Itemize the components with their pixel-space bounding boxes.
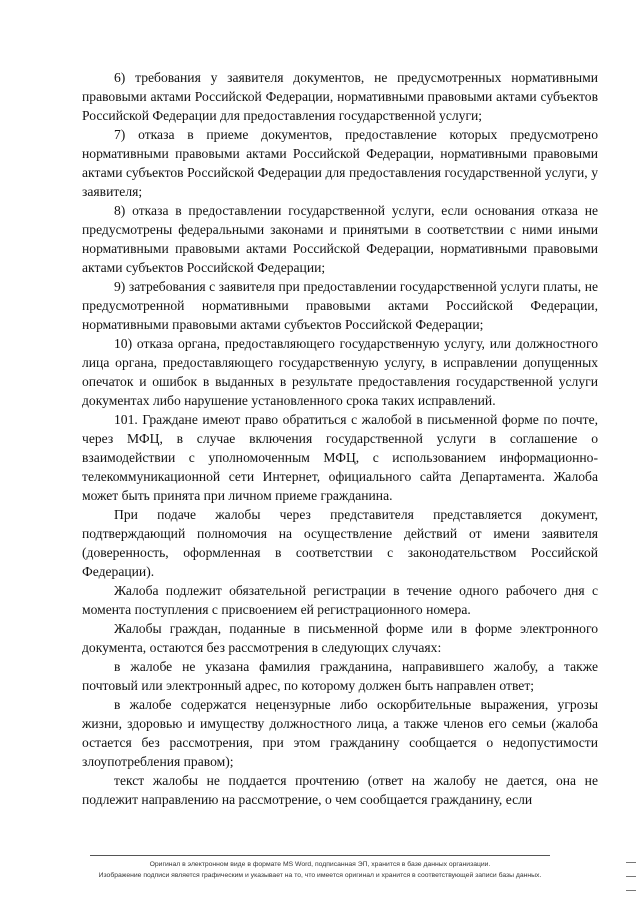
paragraph-no-review-intro: Жалобы граждан, поданные в письменной форме или в форме электронного документа, остаются без рассмотрения в следующих случаях:: [82, 621, 598, 655]
footer-note-original: Оригинал в электронном виде в формате MS Word, подписанная ЭП, хранится в базе данных организации.: [149, 861, 491, 868]
document-body: [82, 68, 598, 809]
paragraph-item-7: 7) отказа в приеме документов, предоставление которых предусмотрено нормативными правовыми актами Российской Федерации, нормативными правовыми актами субъектов Российской Федерации для предоставления государственной услуги, у заявителя;: [82, 127, 598, 199]
paragraph-case-no-name: в жалобе не указана фамилия гражданина, направившего жалобу, а также почтовый или электронный адрес, по которому должен быть направлен ответ;: [82, 659, 598, 693]
paragraph-item-10: 10) отказа органа, предоставляющего государственную услугу, или должностного лица органа, предоставляющего государственную услугу, в исправлении допущенных опечаток и ошибок в выданных в результате предоставления государственной услуги документах либо нарушение установленного срока таких исправлений.: [82, 336, 598, 408]
paragraph-representative: При подаче жалобы через представителя представляется документ, подтверждающий полномочия на осуществление действий от имени заявителя (доверенность, оформленная в соответствии с законодательством Российской Федерации).: [82, 507, 598, 579]
paragraph-item-8: 8) отказа в предоставлении государственной услуги, если основания отказа не предусмотрены федеральными законами и принятыми в соответствии с ними иными нормативными правовыми актами Российской Федерации, нормативными правовыми актами субъектов Российской Федерации;: [82, 203, 598, 275]
footer-divider: [90, 855, 550, 856]
paragraph-case-obscene: в жалобе содержатся нецензурные либо оскорбительные выражения, угрозы жизни, здоровью и имуществу должностного лица, а также членов его семьи (жалоба остается без рассмотрения, при этом гражданину сообщается о недопустимости злоупотребления правом);: [82, 697, 598, 769]
scan-edge-mark: [626, 876, 636, 877]
paragraph-registration: Жалоба подлежит обязательной регистрации в течение одного рабочего дня с момента поступления с присвоением ей регистрационного номера.: [82, 583, 598, 617]
footer-note-signature: Изображение подписи является графическим и указывает на то, что имеется оригинал и хранится в соответствующей записи базы данных.: [98, 872, 542, 879]
paragraph-item-9: 9) затребования с заявителя при предоставлении государственной услуги платы, не предусмотренной нормативными правовыми актами Российской Федерации, нормативными правовыми актами субъектов Российской Федерации;: [82, 279, 598, 332]
paragraph-section-101: 101. Граждане имеют право обратиться с жалобой в письменной форме по почте, через МФЦ, в случае включения государственной услуги в соглашение о взаимодействии с уполномоченным МФЦ, с использованием информационно-телекоммуникационной сети Интернет, официального сайта Департамента. Жалоба может быть принята при личном приеме гражданина.: [82, 412, 598, 503]
scan-edge-mark: [626, 890, 636, 891]
paragraph-case-unreadable: текст жалобы не поддается прочтению (ответ на жалобу не дается, она не подлежит направлению на рассмотрение, о чем сообщается гражданину, если: [82, 773, 598, 807]
paragraph-item-6: 6) требования у заявителя документов, не предусмотренных нормативными правовыми актами Российской Федерации, нормативными правовыми актами субъектов Российской Федерации для предоставления государственной услуги;: [82, 70, 598, 123]
page-footer: [60, 859, 580, 881]
scan-edge-mark: [626, 862, 636, 863]
